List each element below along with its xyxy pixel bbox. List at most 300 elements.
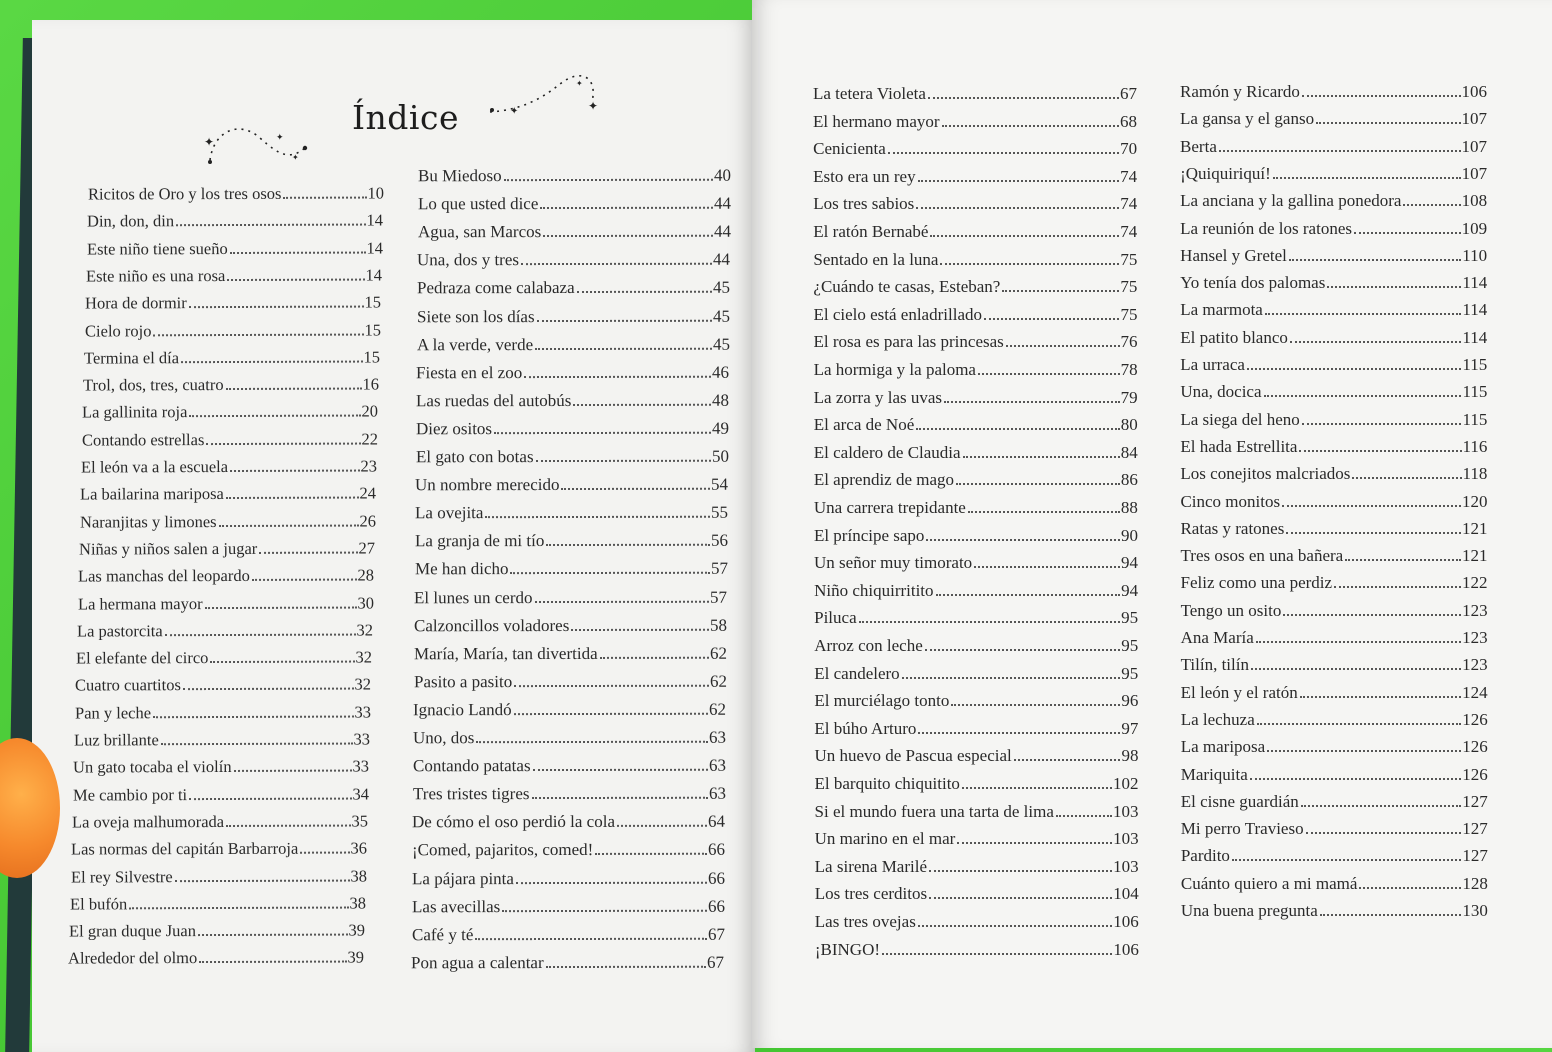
- index-entry: [415, 471, 728, 496]
- index-entry: [76, 644, 372, 669]
- index-entry: [82, 425, 378, 450]
- entry-title: Feliz como una perdiz: [1180, 573, 1333, 593]
- dot-leader: [176, 224, 365, 227]
- entry-title: Contando estrellas: [81, 429, 205, 450]
- dot-leader: [1290, 341, 1461, 343]
- entry-title: Mariquita: [1180, 764, 1248, 784]
- entry-page-number: 86: [1120, 470, 1138, 490]
- entry-title: El búho Arturo: [814, 718, 917, 738]
- dot-leader: [918, 925, 1112, 927]
- entry-title: La granja de mi tío: [414, 531, 545, 551]
- entry-title: El patito blanco: [1180, 327, 1288, 347]
- entry-title: El aprendiz de mago: [813, 470, 955, 490]
- index-entry: [413, 696, 726, 721]
- entry-title: Lo que usted dice: [417, 194, 539, 214]
- entry-page-number: 79: [1120, 387, 1138, 407]
- entry-page-number: 121: [1461, 518, 1488, 538]
- index-entry: [414, 583, 727, 608]
- entry-title: Bu Miedoso: [417, 166, 502, 186]
- dot-leader: [546, 544, 710, 546]
- index-entry: [814, 328, 1138, 352]
- index-entry: [70, 889, 366, 914]
- entry-page-number: 39: [348, 920, 366, 940]
- entry-page-number: 107: [1461, 109, 1488, 129]
- index-entry: [416, 443, 729, 468]
- index-entry: [73, 780, 369, 805]
- index-entry: [418, 190, 731, 215]
- dot-leader: [918, 180, 1120, 182]
- entry-page-number: 67: [1120, 84, 1137, 103]
- dot-leader: [198, 934, 348, 937]
- entry-title: Niñas y niños salen a jugar: [78, 538, 258, 559]
- entry-title: Yo tenía dos palomas: [1180, 273, 1326, 293]
- entry-page-number: 124: [1462, 682, 1488, 702]
- dot-leader: [617, 825, 707, 827]
- index-entry: [814, 632, 1138, 656]
- entry-page-number: 62: [709, 671, 727, 691]
- entry-page-number: 63: [708, 783, 726, 803]
- entry-page-number: 94: [1121, 553, 1139, 573]
- entry-title: Arroz con leche: [814, 636, 923, 655]
- dot-leader: [204, 606, 356, 609]
- entry-title: La urraca: [1180, 355, 1245, 374]
- index-entry: [1180, 433, 1487, 457]
- svg-text:✦: ✦: [292, 153, 299, 162]
- dot-leader: [916, 428, 1119, 430]
- entry-title: Sentado en la luna: [813, 249, 939, 269]
- dot-leader: [129, 906, 348, 909]
- index-entry: [813, 135, 1137, 159]
- dot-leader: [161, 743, 353, 746]
- dot-leader: [902, 677, 1121, 679]
- entry-page-number: 106: [1113, 912, 1139, 931]
- dot-leader: [926, 539, 1120, 541]
- entry-title: El león y el ratón: [1180, 682, 1298, 702]
- entry-title: Niño chiquirritito: [814, 580, 934, 600]
- index-entry: [814, 687, 1138, 711]
- entry-page-number: 45: [712, 334, 730, 354]
- dot-leader: [540, 207, 713, 209]
- entry-title: ¡Comed, pajaritos, comed!: [412, 840, 594, 860]
- dot-leader: [1283, 614, 1461, 616]
- svg-text:✦: ✦: [204, 135, 215, 149]
- index-entry: [417, 302, 730, 327]
- entry-title: La hormiga y la paloma: [813, 360, 976, 379]
- dot-leader: [1264, 395, 1462, 397]
- index-entry: [814, 439, 1138, 463]
- index-entry: [815, 798, 1139, 822]
- index-entry: [1181, 870, 1488, 894]
- index-entry: [83, 371, 379, 396]
- entry-page-number: 126: [1462, 709, 1488, 729]
- dot-leader: [984, 318, 1119, 320]
- entry-title: Este niño es una rosa: [85, 265, 226, 286]
- dot-leader: [951, 704, 1120, 706]
- entry-title: Mi perro Travieso: [1180, 819, 1304, 839]
- entry-title: El cisne guardián: [1180, 791, 1299, 811]
- dot-leader: [859, 621, 1121, 623]
- entry-page-number: 36: [350, 838, 368, 858]
- dot-leader: [206, 442, 360, 445]
- index-entry: [813, 273, 1137, 297]
- dot-leader: [234, 770, 352, 772]
- dot-leader: [968, 511, 1120, 513]
- index-entry: [1180, 160, 1487, 184]
- entry-page-number: 10: [367, 183, 385, 203]
- dot-leader: [1251, 668, 1461, 670]
- dot-leader: [944, 401, 1120, 403]
- dot-leader: [1403, 204, 1460, 206]
- dot-leader: [1289, 259, 1461, 261]
- entry-page-number: 123: [1462, 655, 1488, 675]
- svg-text:✦: ✦: [510, 106, 519, 117]
- entry-page-number: 75: [1120, 277, 1138, 297]
- entry-title: De cómo el oso perdió la cola: [412, 812, 616, 832]
- entry-title: ¿Cuándo te casas, Esteban?: [813, 277, 1001, 297]
- index-entry: [80, 507, 376, 532]
- entry-title: Este niño tiene sueño: [86, 238, 228, 259]
- index-entry: [82, 398, 378, 423]
- index-entry: [413, 724, 726, 749]
- entry-page-number: 33: [352, 756, 370, 776]
- index-entry: [415, 499, 728, 524]
- index-entry: [814, 411, 1138, 435]
- entry-page-number: 108: [1461, 191, 1488, 211]
- entry-title: A la verde, verde: [416, 334, 533, 354]
- dot-leader: [1267, 750, 1461, 752]
- entry-page-number: 115: [1462, 355, 1488, 374]
- dot-leader: [1302, 423, 1462, 425]
- entry-page-number: 96: [1121, 691, 1139, 711]
- dot-leader: [525, 375, 712, 377]
- entry-page-number: 76: [1120, 332, 1138, 352]
- dot-leader: [189, 797, 351, 800]
- entry-title: La siega del heno: [1180, 409, 1300, 429]
- index-entry: [815, 853, 1139, 877]
- dot-leader: [535, 460, 710, 462]
- index-entry: [81, 452, 377, 477]
- entry-page-number: 62: [709, 699, 727, 719]
- dot-leader: [283, 197, 366, 199]
- dot-leader: [925, 649, 1120, 651]
- entry-title: Una buena pregunta: [1180, 901, 1318, 920]
- dot-leader: [1299, 450, 1461, 452]
- entry-title: Contando patatas: [412, 756, 531, 776]
- dot-leader: [494, 432, 711, 434]
- entry-title: Las manchas del leopardo: [78, 566, 251, 586]
- left-star-swirl-icon: [200, 90, 340, 180]
- entry-title: Pedraza come calabaza: [417, 278, 575, 298]
- index-entry: [87, 207, 383, 232]
- entry-page-number: 126: [1462, 737, 1488, 757]
- index-entry: [84, 343, 380, 368]
- entry-page-number: 30: [356, 592, 374, 613]
- entry-title: La marmota: [1180, 300, 1263, 320]
- dot-leader: [600, 656, 709, 658]
- entry-title: ¡Quiquiriquí!: [1180, 163, 1271, 183]
- index-entry: [412, 892, 725, 917]
- dot-leader: [218, 524, 358, 526]
- index-entry: [1181, 897, 1488, 921]
- entry-page-number: 20: [361, 401, 379, 421]
- entry-page-number: 102: [1113, 774, 1139, 793]
- entry-page-number: 121: [1462, 546, 1488, 566]
- entry-page-number: 127: [1462, 819, 1488, 839]
- entry-title: Pan y leche: [74, 702, 151, 723]
- index-entry: [418, 162, 731, 187]
- entry-page-number: 64: [708, 812, 726, 832]
- index-entry: [1181, 733, 1488, 757]
- entry-title: Tilín, tilín: [1180, 655, 1249, 675]
- dot-leader: [1301, 805, 1461, 807]
- entry-title: La sirena Marilé: [814, 856, 928, 876]
- entry-title: Una carrera trepidante: [813, 498, 966, 517]
- entry-title: Din, don, din: [87, 211, 175, 231]
- entry-title: El hada Estrellita: [1180, 436, 1298, 456]
- entry-title: El gato con botas: [415, 447, 534, 467]
- index-entry: [1181, 651, 1488, 675]
- entry-title: Pon agua a calentar: [411, 952, 544, 973]
- entry-title: El arca de Noé: [813, 415, 915, 435]
- index-entry: [68, 944, 364, 969]
- index-entry: [417, 218, 730, 243]
- entry-page-number: 103: [1113, 856, 1139, 876]
- entry-page-number: 58: [710, 615, 728, 635]
- entry-page-number: 23: [360, 456, 378, 476]
- entry-page-number: 32: [354, 674, 372, 694]
- dot-leader: [153, 715, 353, 718]
- entry-title: Cinco monitos: [1180, 491, 1281, 511]
- dot-leader: [1247, 368, 1461, 370]
- index-entry: [412, 864, 725, 889]
- entry-title: Calzoncillos voladores: [414, 615, 570, 635]
- entry-page-number: 44: [713, 193, 731, 213]
- dot-leader: [200, 961, 347, 964]
- entry-page-number: 44: [713, 250, 731, 270]
- dot-leader: [514, 713, 708, 715]
- entry-page-number: 114: [1462, 273, 1488, 293]
- entry-title: Pardito: [1180, 846, 1230, 866]
- index-entry: [1180, 242, 1487, 266]
- entry-page-number: 45: [713, 278, 731, 298]
- index-entry: [1180, 406, 1487, 430]
- entry-page-number: 28: [357, 565, 375, 585]
- dot-leader: [929, 897, 1112, 899]
- entry-title: El hermano mayor: [813, 111, 940, 131]
- entry-title: Naranjitas y limones: [79, 511, 217, 532]
- entry-page-number: 106: [1113, 939, 1139, 959]
- index-entry: [413, 780, 726, 805]
- dot-leader: [974, 566, 1120, 568]
- dot-leader: [189, 306, 364, 309]
- entry-page-number: 26: [359, 511, 376, 531]
- index-entry: [1180, 351, 1487, 375]
- entry-title: Un nombre merecido: [415, 475, 560, 495]
- index-entry: [78, 562, 374, 587]
- entry-page-number: 88: [1120, 498, 1138, 517]
- dot-leader: [181, 360, 362, 363]
- dot-leader: [596, 853, 708, 855]
- dot-leader: [1273, 177, 1461, 179]
- dot-leader: [1056, 815, 1112, 817]
- entry-page-number: 74: [1120, 194, 1138, 214]
- dot-leader: [1002, 290, 1119, 292]
- entry-page-number: 94: [1121, 580, 1139, 600]
- index-entry: [75, 671, 371, 696]
- index-entry: [79, 534, 375, 559]
- entry-page-number: 15: [363, 347, 380, 367]
- index-entry: [74, 725, 370, 750]
- dot-leader: [916, 207, 1119, 209]
- entry-page-number: 84: [1120, 442, 1138, 462]
- index-entry: [1181, 815, 1488, 839]
- entry-page-number: 130: [1462, 901, 1488, 920]
- entry-page-number: 32: [356, 620, 373, 640]
- index-entry: [1181, 542, 1488, 566]
- entry-title: Un huevo de Pascua especial: [814, 746, 1012, 766]
- index-entry: [84, 316, 380, 341]
- index-entry: [1180, 105, 1487, 129]
- entry-page-number: 95: [1121, 636, 1139, 655]
- dot-leader: [882, 953, 1112, 955]
- index-entry: [411, 949, 724, 974]
- dot-leader: [1334, 586, 1461, 588]
- index-entry: [71, 835, 367, 860]
- index-entry: [814, 494, 1138, 518]
- index-entry: [1180, 296, 1487, 320]
- entry-page-number: 55: [711, 502, 729, 522]
- index-entry: [815, 908, 1139, 932]
- index-entry: [412, 808, 725, 833]
- dot-leader: [300, 852, 349, 854]
- index-entry: [73, 753, 369, 778]
- dot-leader: [1345, 559, 1461, 561]
- index-entry: [414, 639, 727, 664]
- index-entry: [1180, 460, 1487, 484]
- index-entry: [411, 920, 724, 945]
- entry-title: Las avecillas: [411, 896, 501, 916]
- entry-title: La mariposa: [1180, 737, 1266, 757]
- dot-leader: [1300, 696, 1461, 698]
- entry-page-number: 123: [1462, 600, 1488, 620]
- entry-title: El murciélago tonto: [814, 691, 950, 711]
- entry-title: El caldero de Claudia: [813, 442, 961, 462]
- index-entry: [813, 246, 1137, 270]
- index-entry: [1180, 488, 1487, 512]
- entry-page-number: 114: [1462, 300, 1488, 320]
- dot-leader: [928, 97, 1119, 99]
- entry-title: Trol, dos, tres, cuatro: [83, 375, 224, 395]
- index-entry: [69, 917, 365, 942]
- entry-page-number: 14: [365, 265, 382, 285]
- entry-title: Esto era un rey: [813, 166, 916, 186]
- dot-leader: [1359, 887, 1461, 889]
- index-entry: [814, 660, 1138, 684]
- entry-page-number: 24: [359, 483, 377, 503]
- index-entry: [1181, 788, 1488, 812]
- dot-leader: [543, 235, 713, 237]
- svg-text:✦: ✦: [276, 132, 284, 142]
- entry-title: La gansa y el ganso: [1180, 109, 1315, 129]
- entry-page-number: 66: [707, 896, 725, 916]
- dot-leader: [1282, 505, 1461, 507]
- index-entry: [1181, 706, 1488, 730]
- entry-page-number: 38: [349, 893, 366, 913]
- entry-page-number: 15: [363, 319, 381, 340]
- entry-title: La reunión de los ratones: [1180, 218, 1352, 238]
- entry-title: Me cambio por ti: [72, 784, 187, 805]
- index-entry: [1180, 515, 1487, 539]
- index-entry: [75, 698, 371, 723]
- dot-leader: [1265, 313, 1462, 315]
- entry-page-number: 107: [1461, 163, 1488, 183]
- dot-leader: [918, 732, 1120, 734]
- index-entry: [815, 880, 1139, 904]
- svg-text:✦: ✦: [588, 99, 599, 113]
- entry-title: Hansel y Gretel: [1180, 245, 1287, 265]
- entry-title: Tengo un osito: [1180, 600, 1282, 620]
- entry-page-number: 126: [1462, 764, 1488, 784]
- index-entry: [80, 480, 376, 505]
- entry-page-number: 66: [708, 840, 726, 860]
- entry-page-number: 22: [361, 429, 378, 449]
- entry-title: Pasito a pasito: [413, 671, 512, 692]
- index-entry: [1180, 324, 1487, 348]
- dot-leader: [533, 769, 708, 771]
- entry-title: La tetera Violeta: [813, 84, 926, 103]
- entry-title: Las ruedas del autobús: [416, 390, 572, 411]
- entry-title: El bufón: [69, 894, 128, 914]
- entry-page-number: 54: [711, 474, 729, 494]
- index-entry: [814, 577, 1138, 601]
- index-entry: [1180, 378, 1487, 402]
- index-entry: [415, 527, 728, 552]
- index-entry: [77, 616, 373, 641]
- entry-page-number: 48: [712, 390, 730, 410]
- entry-title: La bailarina mariposa: [80, 484, 225, 504]
- entry-page-number: 34: [352, 784, 369, 804]
- entry-title: Las tres ovejas: [814, 912, 916, 931]
- entry-page-number: 115: [1462, 382, 1488, 402]
- dot-leader: [1250, 778, 1461, 780]
- dot-leader: [1006, 345, 1120, 347]
- index-entry: [813, 218, 1137, 242]
- dot-leader: [1316, 122, 1460, 124]
- index-entry: [814, 549, 1138, 573]
- svg-text:✦: ✦: [576, 79, 583, 88]
- index-entry: [815, 825, 1139, 849]
- entry-title: Un señor muy timorato: [814, 553, 973, 573]
- index-entry: [413, 752, 726, 777]
- index-entry: [813, 190, 1137, 214]
- dot-leader: [164, 633, 355, 636]
- entry-title: La anciana y la gallina ponedora: [1180, 191, 1402, 211]
- index-entry: [815, 936, 1139, 960]
- entry-page-number: 95: [1121, 663, 1139, 683]
- dot-leader: [486, 516, 711, 518]
- entry-page-number: 50: [711, 446, 729, 466]
- entry-title: Tres tristes tigres: [412, 784, 530, 804]
- entry-title: La ovejita: [415, 503, 484, 523]
- entry-title: El cielo está enladrillado: [813, 304, 982, 324]
- index-entry: [814, 604, 1138, 628]
- entry-page-number: 44: [713, 221, 731, 241]
- entry-page-number: 63: [708, 755, 726, 775]
- entry-title: La gallinita roja: [82, 402, 188, 422]
- entry-page-number: 49: [711, 418, 729, 438]
- entry-title: Un gato tocaba el violín: [73, 757, 232, 777]
- index-entry: [813, 301, 1137, 325]
